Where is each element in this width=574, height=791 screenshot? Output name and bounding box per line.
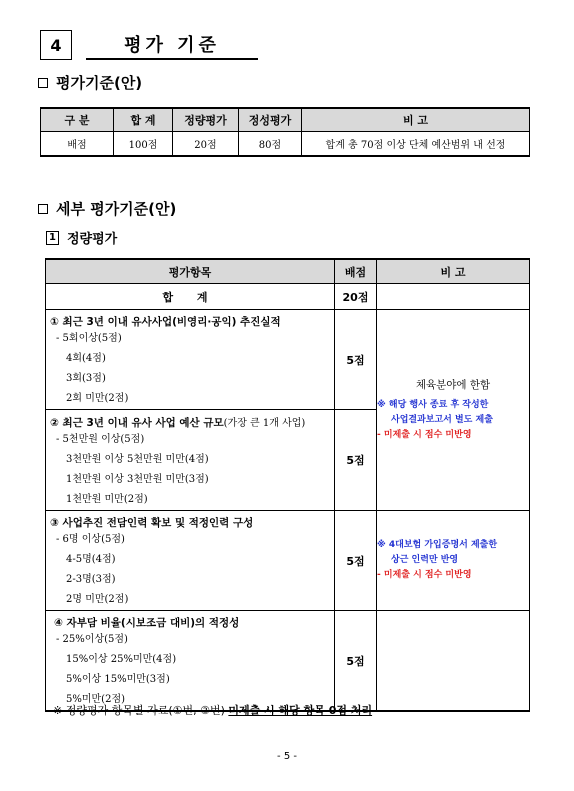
criteria-summary-table (40, 107, 530, 157)
cell: 20점 (173, 132, 239, 157)
section-title: 평가 기준 (86, 30, 258, 60)
item-title: ① 최근 3년 이내 유사사업(비영리·공익) 추진실적 (50, 316, 281, 328)
heading-criteria-label: 평가기준(안) (56, 74, 143, 92)
remark-text: 체육분야에 한함 (415, 379, 491, 391)
header-cell: 정량평가 (173, 108, 239, 132)
item-option: 5%이상 15%미만(3점) (66, 674, 170, 685)
table-row (41, 132, 530, 157)
item-option: 4회(4점) (66, 353, 106, 364)
item-title-text: ② 최근 3년 이내 유사 사업 예산 규모 (50, 417, 224, 429)
item-option: - 6명 이상(5점) (56, 534, 125, 545)
heading-criteria (38, 72, 142, 93)
item-title-note: (가장 큰 1개 사업) (223, 418, 306, 429)
cell: 100점 (114, 132, 173, 157)
table-header-row (46, 259, 530, 284)
header-cell: 배점 (335, 259, 377, 284)
item-option: - 5천만원 이상(5점) (56, 434, 145, 445)
remark-note: 상근 인력만 반영 (391, 555, 459, 565)
item-title: ③ 사업추진 전담인력 확보 및 적정인력 구성 (50, 517, 254, 529)
cell: 80점 (239, 132, 302, 157)
item-score: 5점 (335, 611, 377, 712)
remark-cell (377, 310, 530, 511)
item-option: 15%이상 25%미만(4점) (66, 654, 177, 665)
header-cell: 합 계 (114, 108, 173, 132)
total-remark (377, 284, 530, 310)
footnote-text: ※ 정량평가 항목별 자료(①번, ②번) (53, 704, 229, 717)
item-option: 4-5명(4점) (66, 554, 116, 565)
item-option: 2회 미만(2점) (66, 393, 129, 404)
header-cell: 비 고 (377, 259, 530, 284)
square-bullet-icon (38, 78, 48, 88)
table-row (46, 611, 530, 712)
item-cell (46, 410, 335, 511)
item-cell (46, 511, 335, 611)
item-title (46, 410, 334, 430)
item-option: 3천만원 이상 5천만원 미만(4점) (66, 454, 209, 465)
total-row (46, 284, 530, 310)
heading-detail (38, 198, 176, 219)
item-title: ④ 자부담 비율(시보조금 대비)의 적정성 (54, 617, 240, 629)
quantitative-criteria-table (45, 258, 530, 712)
subheading-quantitative (46, 228, 117, 247)
header-cell: 평가항목 (46, 259, 335, 284)
item-option: 2-3명(3점) (66, 574, 116, 585)
table-row (46, 511, 530, 611)
heading-detail-label: 세부 평가기준(안) (56, 200, 177, 218)
footnote (53, 702, 372, 718)
total-score: 20점 (335, 284, 377, 310)
cell: 배점 (41, 132, 114, 157)
header-cell: 비 고 (302, 108, 530, 132)
item-option: 2명 미만(2점) (66, 594, 129, 605)
remark-note: 사업결과보고서 별도 제출 (391, 415, 493, 425)
item-option: - 25%이상(5점) (56, 634, 128, 645)
item-score: 5점 (335, 410, 377, 511)
total-label: 합 계 (46, 284, 335, 310)
item-option: 1천만원 이상 3천만원 미만(3점) (66, 474, 209, 485)
remark-cell (377, 511, 530, 611)
item-score: 5점 (335, 310, 377, 410)
number-box: 1 (46, 231, 59, 245)
item-option: 3회(3점) (66, 373, 106, 384)
remark-cell (377, 611, 530, 712)
section-header (40, 30, 258, 62)
cell: 합계 총 70점 이상 단체 예산범위 내 선정 (302, 132, 530, 157)
table-row (46, 310, 530, 410)
item-cell (46, 611, 335, 712)
subheading-label: 정량평가 (67, 232, 118, 247)
remark-warning: - 미제출 시 점수 미반영 (377, 570, 472, 580)
remark-note: ※ 4대보험 가입증명서 제출한 (377, 540, 498, 550)
footnote-emphasis: 미제출 시 해당 항목 0점 처리 (228, 704, 373, 717)
square-bullet-icon (38, 204, 48, 214)
item-cell (46, 310, 335, 410)
section-number: 4 (40, 30, 72, 60)
table-header-row (41, 108, 530, 132)
remark-note: ※ 해당 행사 종료 후 작성한 (377, 400, 489, 410)
item-score: 5점 (335, 511, 377, 611)
item-option: 1천만원 미만(2점) (66, 494, 148, 505)
item-option: 5%미만(2점) (66, 694, 126, 705)
page-number: - 5 - (277, 751, 297, 762)
remark-warning: - 미제출 시 점수 미반영 (377, 430, 472, 440)
header-cell: 구 분 (41, 108, 114, 132)
header-cell: 정성평가 (239, 108, 302, 132)
item-option: - 5회이상(5점) (56, 333, 122, 344)
